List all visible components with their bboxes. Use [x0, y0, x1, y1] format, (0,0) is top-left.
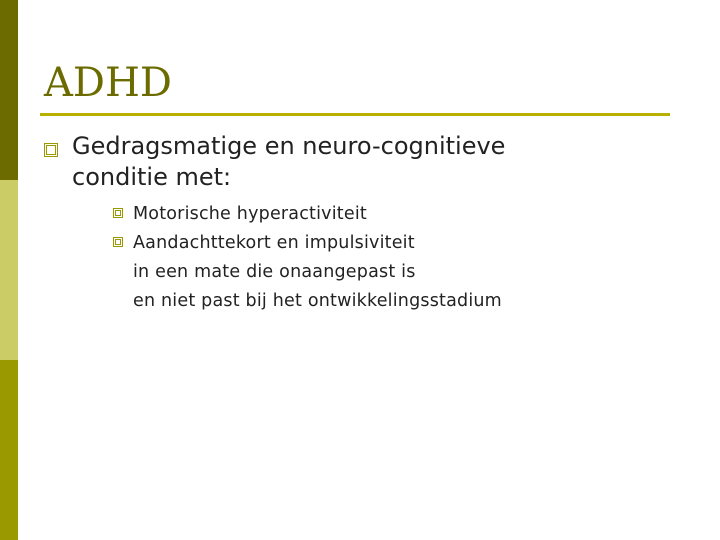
square-bullet-icon [113, 208, 123, 218]
sub-bullet-2-line-3: en niet past bij het ontwikkelingsstadium [133, 291, 502, 311]
slide-title: ADHD [44, 60, 172, 106]
main-bullet-text [72, 131, 672, 193]
sub-bullet-2 [133, 229, 502, 316]
square-bullet-icon [44, 143, 58, 157]
sidebar-middle-stripe [0, 180, 18, 360]
sub-bullet-1-line-1: Motorische hyperactiviteit [133, 204, 367, 224]
square-bullet-icon [113, 237, 123, 247]
sidebar-bottom-stripe [0, 360, 18, 540]
sub-bullet-1 [133, 200, 367, 229]
sub-bullet-2-line-2: in een mate die onaangepast is [133, 262, 416, 282]
main-bullet-line-1: Gedragsmatige en neuro-cognitieve [72, 132, 506, 160]
title-underline [40, 113, 670, 116]
sub-bullet-2-line-1: Aandachttekort en impulsiviteit [133, 233, 415, 253]
main-bullet-line-2: conditie met: [72, 163, 232, 191]
sidebar-top-stripe [0, 0, 18, 180]
